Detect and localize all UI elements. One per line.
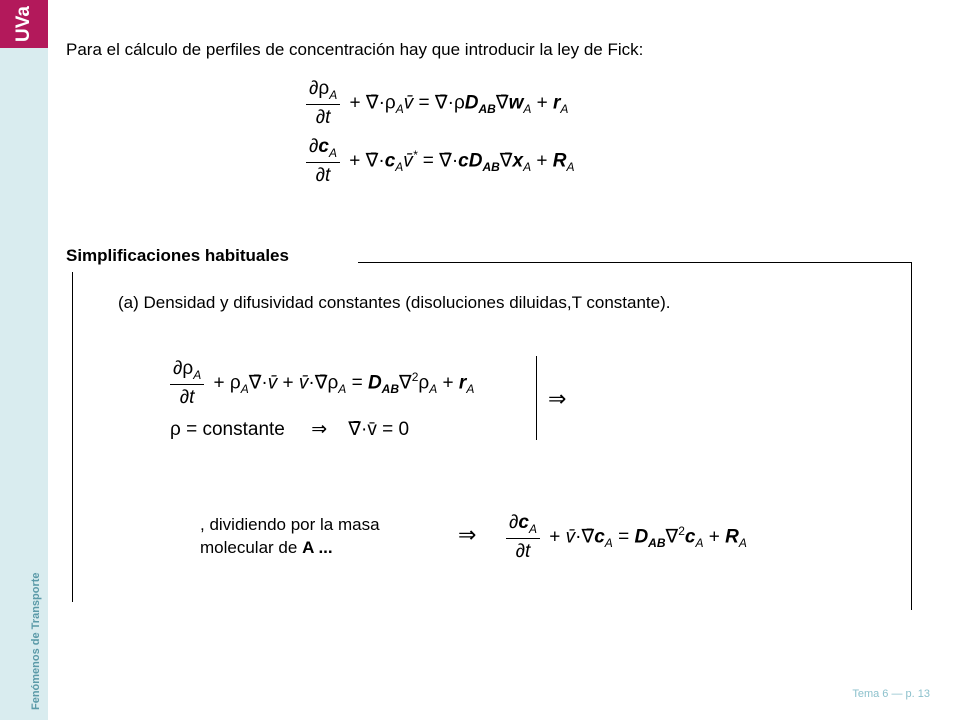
course-title: Fenómenos de Transporte	[30, 572, 42, 710]
note-line-1: , dividiendo por la masa	[200, 515, 380, 534]
note-prefix: molecular de	[200, 538, 303, 557]
sidebar	[0, 0, 48, 720]
note-suffix: ...	[313, 538, 333, 557]
implies-arrow-2: ⇒	[458, 522, 477, 547]
logo-text: UVa	[13, 6, 34, 42]
equation-2: $\frac{\partial c_A}{\partial t}$ + $\nablā\cdot c_Av̄^*$ = $\nablā\cdot cD_{AB}\nablāx_A + R_A$	[306, 136, 575, 187]
note-line-2	[200, 536, 380, 559]
frame-left-line	[72, 272, 73, 602]
right-brace	[524, 356, 537, 440]
uva-logo	[0, 0, 48, 48]
intro-text: Para el cálculo de perfiles de concentración hay que introducir la ley de Fick:	[66, 40, 644, 59]
section-title: Simplificaciones habituales	[66, 246, 289, 265]
implies-arrow-1: ⇒	[548, 386, 567, 411]
note-bold: A	[302, 538, 314, 557]
equation-5: $\frac{\partial c_A}{\partial t}$ + $v̄\cdot\nablāc_A = D_{AB}\nabla^2c_A + R_A$	[506, 512, 747, 563]
equation-4: ρ = constante ⇒ ∇̄·v̄ = 0	[170, 419, 410, 440]
frame-top-line	[358, 262, 912, 263]
page-number: Tema 6 — p. 13	[852, 688, 930, 700]
frame-right-line	[911, 262, 912, 610]
equation-3: $\frac{\partial\rho_A}{\partial t}$ + $\rho_A\nablā\cdot v̄$ + $v̄\cdot\nablā\rho_A = D_{AB}\nabla^2\rho_A + r_A$	[170, 358, 474, 409]
simplification-a: (a) Densidad y difusividad constantes (disoluciones diluidas,T constante).	[118, 293, 671, 312]
division-note	[200, 513, 380, 559]
equation-1: $\frac{\partial\rho_A}{\partial t}$ + $\nablā\cdot\rho_Av̄$ = $\nablā\cdot\rho D_{AB}\nablāw_A + r_A$	[306, 78, 568, 129]
